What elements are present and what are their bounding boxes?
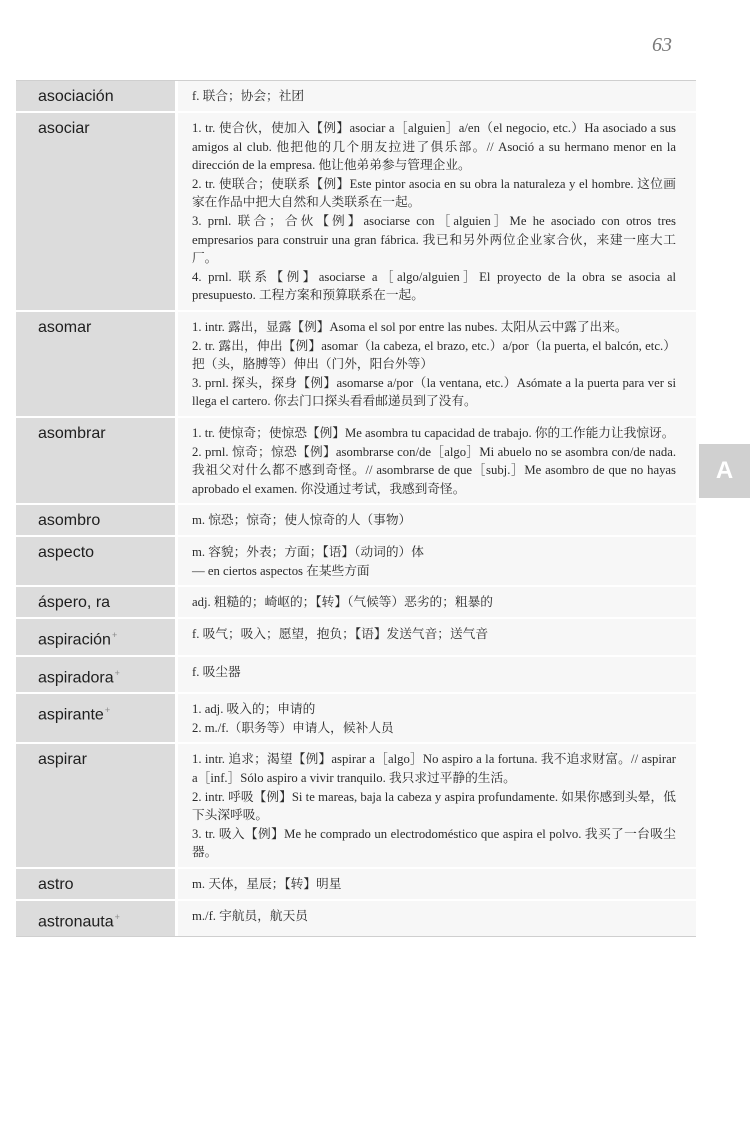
headword-text: aspirante: [38, 706, 104, 724]
dictionary-entry: [16, 505, 696, 537]
definition-sense: adj. 粗糙的；崎岖的；【转】（气候等）恶劣的；粗暴的: [192, 595, 493, 610]
headword: [16, 418, 178, 503]
definition-sense: 2. tr. 露出，伸出【例】asomar（la cabeza, el brazo, etc.）a/por（la puerta, el balcón, etc.）把（头，胳膊等）伸出（门外，阳台外等）: [192, 338, 676, 372]
definition-block: [178, 312, 696, 416]
headword: [16, 81, 178, 111]
definition-block: [178, 694, 696, 742]
dictionary-entry: [16, 418, 696, 505]
headword-text: aspirar: [38, 751, 87, 769]
page-number: 63: [652, 34, 672, 56]
headword: [16, 901, 178, 936]
definition-sense: 3. prnl. 探头，探身【例】asomarse a/por（la ventana, etc.）Asómate a la puerta para ver si llega el cartero. 你去门口探头看看邮递员到了没有。: [192, 375, 676, 409]
definition-block: [178, 113, 696, 310]
definition-sense: 2. m./f.（职务等）申请人，候补人员: [192, 720, 394, 735]
definition-sense: m. 惊恐；惊奇；使人惊奇的人（事物）: [192, 513, 412, 528]
definition-block: [178, 744, 696, 867]
dictionary-entry: [16, 113, 696, 312]
headword-text: aspiración: [38, 631, 111, 649]
headword-text: asombro: [38, 512, 101, 530]
headword-text: aspecto: [38, 544, 95, 562]
definition-sense: 2. prnl. 惊奇；惊恐【例】asombrarse con/de［algo］Mi abuelo no se asombra con/de nada. 我祖父对什么都不感到奇怪。// asombrarse de que［subj.］Me asombro de que no hayas aprobado el examen. 你没通过考试，我感到奇怪。: [192, 444, 676, 496]
headword: [16, 694, 178, 742]
definition-sense: f. 联合；协会；社团: [192, 89, 305, 103]
dictionary-entry: [16, 537, 696, 587]
definition-sense: 3. tr. 吸入【例】Me he comprado un electrodoméstico que aspira el polvo. 我买了一台吸尘器。: [192, 826, 676, 860]
definition-sense: 2. intr. 呼吸【例】Si te mareas, baja la cabeza y aspira profundamente. 如果你感到头晕，低下头深呼吸。: [192, 789, 676, 823]
definition-sense: 2. tr. 使联合；使联系【例】Este pintor asocia en su obra la naturaleza y el hombre. 这位画家在作品中把大自然和人类联系在一起。: [192, 176, 676, 210]
definition-sense: — en ciertos aspectos 在某些方面: [192, 563, 370, 578]
dictionary-entry: [16, 81, 696, 113]
headword-text: astro: [38, 875, 74, 893]
dictionary-entry: [16, 744, 696, 869]
definition-sense: m./f. 宇航员，航天员: [192, 908, 308, 923]
definition-block: [178, 619, 696, 654]
definition-block: [178, 587, 696, 617]
dictionary-entry: [16, 901, 696, 936]
frequency-mark: +: [114, 667, 120, 678]
definition-block: [178, 657, 696, 692]
frequency-mark: +: [104, 705, 111, 716]
headword-text: aspiradora: [38, 669, 114, 687]
definition-block: [178, 537, 696, 585]
definition-block: [178, 869, 696, 899]
frequency-mark: +: [111, 630, 118, 641]
headword-text: áspero, ra: [38, 594, 111, 612]
headword: [16, 587, 178, 617]
definition-sense: m. 天体，星辰；【转】明星: [192, 876, 342, 891]
headword: [16, 619, 178, 654]
dictionary-entries: [16, 80, 696, 937]
definition-sense: 1. intr. 追求；渴望【例】aspirar a［algo］No aspiro a la fortuna. 我不追求财富。// aspirar a［inf.］Sólo aspiro a vivir tranquilo. 我只求过平静的生活。: [192, 752, 676, 785]
frequency-mark: +: [114, 911, 120, 922]
headword: [16, 537, 178, 585]
dictionary-entry: [16, 657, 696, 694]
headword: [16, 744, 178, 867]
headword: [16, 869, 178, 899]
headword-text: asombrar: [38, 424, 106, 442]
headword: [16, 113, 178, 310]
definition-sense: 3. prnl. 联合；合伙【例】asociarse con［alguien］Me he asociado con otros tres empresarios para construir una gran fábrica. 我已和另外两位企业家合伙，来建一座大工厂。: [192, 213, 676, 266]
headword: [16, 657, 178, 692]
headword-text: asociación: [38, 88, 114, 105]
definition-sense: f. 吸气；吸入；愿望，抱负；【语】发送气音；送气音: [192, 627, 489, 642]
headword-text: asomar: [38, 318, 92, 336]
definition-sense: 4. prnl. 联系【例】asociarse a［algo/alguien］El proyecto de la obra se asocia al presupuesto. 工程方案和预算联系在一起。: [192, 269, 676, 303]
dictionary-entry: [16, 587, 696, 619]
dictionary-entry: [16, 694, 696, 744]
definition-block: [178, 81, 696, 111]
definition-sense: m. 容貌；外表；方面；【语】（动词的）体: [192, 545, 424, 560]
headword: [16, 312, 178, 416]
dictionary-entry: [16, 869, 696, 901]
definition-block: [178, 505, 696, 535]
definition-sense: 1. tr. 使惊奇；使惊恐【例】Me asombra tu capacidad de trabajo. 你的工作能力让我惊讶。: [192, 425, 675, 440]
headword-text: astronauta: [38, 913, 114, 931]
definition-sense: 1. adj. 吸入的；申请的: [192, 702, 316, 717]
section-tab: A: [699, 444, 750, 498]
dictionary-entry: [16, 619, 696, 656]
definition-block: [178, 901, 696, 936]
definition-sense: 1. intr. 露出，显露【例】Asoma el sol por entre las nubes. 太阳从云中露了出来。: [192, 319, 628, 334]
definition-block: [178, 418, 696, 503]
dictionary-entry: [16, 312, 696, 418]
headword-text: asociar: [38, 120, 90, 137]
definition-sense: 1. tr. 使合伙，使加入【例】asociar a［alguien］a/en（el negocio, etc.）Ha asociado a sus amigos al club. 他把他的几个朋友拉进了俱乐部。// Asoció a su hermano menor en la dirección de la empresa. 他让他弟弟参与管理企业。: [192, 121, 676, 173]
headword: [16, 505, 178, 535]
definition-sense: f. 吸尘器: [192, 664, 241, 679]
